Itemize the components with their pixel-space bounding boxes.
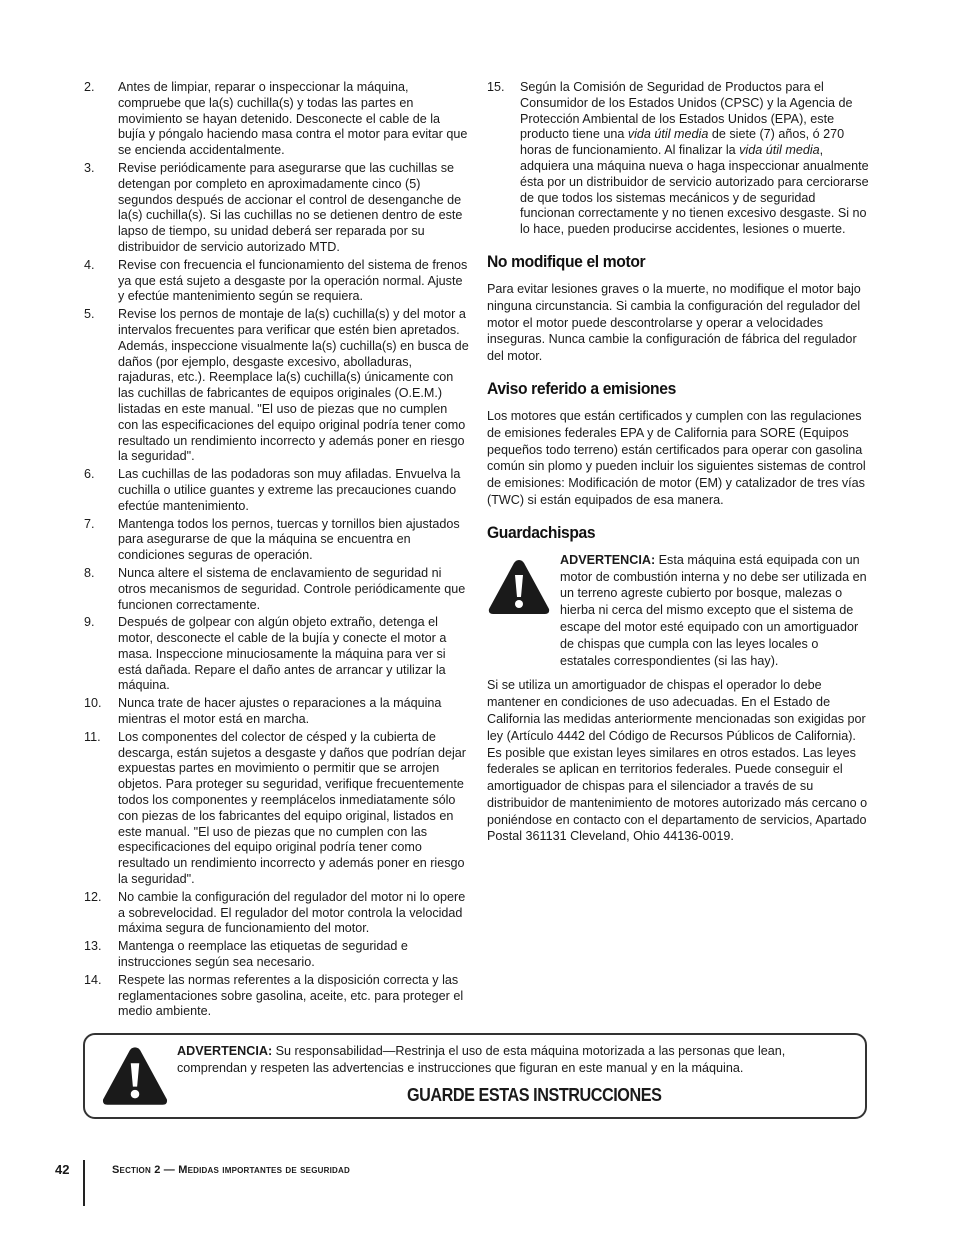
- spark-arrester-warning: [487, 552, 872, 670]
- item-text: Respete las normas referentes a la disposición correcta y las reglamentaciones sobre gasolina, aceite, etc. para proteger el medio ambiente.: [118, 972, 464, 1019]
- item-number: 8.: [84, 565, 95, 580]
- item-text: Nunca trate de hacer ajustes o reparaciones a la máquina mientras el motor está en marcha.: [118, 696, 442, 727]
- item-number: 13.: [84, 939, 102, 954]
- list-item: [84, 696, 469, 728]
- left-column: [84, 80, 469, 1022]
- list-item: [84, 467, 469, 514]
- list-item: [84, 258, 469, 305]
- list-item: [84, 307, 469, 465]
- spark-arrester-text: Si se utiliza un amortiguador de chispas el operador lo debe mantener en condiciones de uso adecuadas. En el Estado de California las medidas anteriormente mencionadas son exigidas por ley (Artículo 4442 del Código de Recursos Públicos de California). Es posible que existan leyes similares en otros estados. Las leyes federales se aplican en territorios federales. Puede conseguir el amortiguador de chispas para el silenciador a través de su distribuidor de mantenimiento de motores autorizado más cercano o poniéndose en contacto con el departamento de servicios, Apartado Postal 361131 Cleveland, Ohio 44136-0019.: [487, 678, 868, 844]
- list-item: [84, 973, 469, 1020]
- list-item: [84, 615, 469, 694]
- motor-text: Para evitar lesiones graves o la muerte, no modifique el motor bajo ninguna circunstancia. Si cambia la configuración del regulador del motor el motor puede descontrolarse y operar a velocidades inseguras. Nunca cambie la configuración de fábrica del regulador del motor.: [487, 281, 861, 364]
- section-title: Section 2 — Medidas importantes de seguridad: [112, 1164, 350, 1176]
- list-item: [84, 890, 469, 937]
- emissions-heading: Aviso referido a emisiones: [487, 378, 676, 398]
- item-text: Revise los pernos de montaje de la(s) cuchilla(s) y del motor a intervalos frecuentes para verificar que estén bien apretados. Además, inspeccione visualmente la(s) cuchilla(s) en busca de daños (por ejemplo, desgaste excesivo, abolladuras, rajaduras, etc.). Reemplace la(s) cuchilla(s) únicamente con las cuchillas de fabricantes de equipos originales (O.E.M.) listadas en este manual. "El uso de piezas que no cumplen con las especificaciones del equipo original podría tener como resultado un rendimiento incorrecto y además poner en riesgo la seguridad".: [118, 307, 469, 464]
- list-item: [84, 566, 469, 613]
- item-number: 15.: [487, 80, 505, 94]
- item-text: Después de golpear con algún objeto extraño, detenga el motor, desconecte el cable de la bujía y conecte el motor a masa. Inspeccione minuciosamente la máquina para ver si está dañada. Repare el daño antes de arrancar y utilizar la máquina.: [118, 615, 447, 693]
- item-number: 7.: [84, 516, 95, 531]
- list-item: [84, 939, 469, 971]
- warning-triangle-icon: [487, 558, 551, 616]
- page-number: 42: [55, 1162, 70, 1177]
- list-item: [84, 517, 469, 564]
- item-text: Según la Comisión de Seguridad de Productos para el Consumidor de los Estados Unidos (CPSC) y la Agencia de Protección Ambiental de los Estados Unidos (EPA), este producto tiene una vida útil media de siete (7) años, ó 270 horas de funcionamiento. Al finalizar la vida útil media, adquiera una máquina nueva o haga inspeccionar anualmente ésta por un distribuidor de servicio autorizado para cerciorarse de que todos los sistemas mecánicos y de seguridad funcionan correctamente y no tienen excesivo desgaste. Si no lo hace, pueden producirse accidentes, lesiones o muerte.: [520, 80, 869, 237]
- item-text: Revise con frecuencia el funcionamiento del sistema de frenos ya que está sujeto a desgaste por la operación normal. Ajuste y efectúe mantenimiento según se requiera.: [118, 257, 468, 304]
- item-text: Mantenga todos los pernos, tuercas y tornillos bien ajustados para asegurarse de que la máquina se encuentra en condiciones seguras de operación.: [118, 516, 460, 563]
- item-number: 14.: [84, 972, 102, 987]
- bottom-warning-text: ADVERTENCIA: Su responsabilidad—Restrinja el uso de esta máquina motorizada a las personas que lean, comprendan y respeten las advertencias e instrucciones que figuran en este manual y en la máquina.: [177, 1044, 786, 1075]
- motor-heading: No modifique el motor: [487, 251, 646, 271]
- list-item: [84, 161, 469, 256]
- item-number: 5.: [84, 307, 95, 322]
- item-text: Antes de limpiar, reparar o inspeccionar la máquina, compruebe que la(s) cuchilla(s) y todas las partes en movimiento se hayan detenido. Desconecte el cable de la bujía y póngalo haciendo masa contra el motor para evitar que se encienda accidentalmente.: [118, 80, 468, 158]
- item-number: 12.: [84, 889, 102, 904]
- item-text: Los componentes del colector de césped y la cubierta de descarga, están sujetos a desgaste y daños que podrían dejar expuestas partes en movimiento o permitir que se arrojen objetos. Para proteger su seguridad, verifique frecuentemente todos los componentes y reemplácelos inmediatamente sólo con piezas de los fabricantes del equipo original, listados en este manual. "El uso de piezas que no cumplen con las especificaciones del equipo original podría tener como resultado un rendimiento incorrecto y además poner en riesgo la seguridad".: [118, 729, 466, 887]
- item-number: 10.: [84, 696, 102, 711]
- item-text: Nunca altere el sistema de enclavamiento de seguridad ni otros mecanismos de seguridad. Controle periódicamente que funcionen correctamente.: [118, 565, 466, 612]
- right-column: [487, 80, 872, 845]
- item-text: Mantenga o reemplace las etiquetas de seguridad e instrucciones según sea necesario.: [118, 939, 408, 970]
- item-number: 3.: [84, 160, 95, 175]
- list-item: [84, 80, 469, 159]
- bottom-warning-box: [83, 1033, 867, 1119]
- item-number: 2.: [84, 80, 95, 94]
- item-number: 4.: [84, 257, 95, 272]
- item-number: 6.: [84, 467, 95, 482]
- item-text: Las cuchillas de las podadoras son muy afiladas. Envuelva la cuchilla o utilice guantes y extreme las precauciones cuando efectúe mantenimiento.: [118, 467, 461, 513]
- item-text: No cambie la configuración del regulador del motor ni lo opere a sobrevelocidad. El regulador del motor controla la velocidad máxima segura de funcionamiento del motor.: [118, 889, 466, 936]
- emissions-text: Los motores que están certificados y cumplen con las regulaciones de emisiones federales EPA y de California para SORE (Equipos pequeños todo terreno) están certificados para operar con gasolina común sin plomo y pueden incluir los siguientes sistemas de control de emisiones: Modificación de motor (EM) y catalizador de tres vías (TWC) si están equipados de esa manera.: [487, 408, 866, 507]
- spark-arrester-heading: Guardachispas: [487, 522, 596, 542]
- footer-divider: [83, 1160, 85, 1206]
- save-instructions-title: GUARDE ESTAS INSTRUCCIONES: [407, 1085, 662, 1105]
- spark-warning-text: ADVERTENCIA: Esta máquina está equipada con un motor de combustión interna y no debe ser utilizada en un terreno agreste cubierto por bosque, malezas o hierba ni cerca del mismo excepto que el sistema de escape del motor esté equipado con un amortiguador de chispas que cumpla con las leyes locales o estatales correspondientes (si las hay).: [560, 552, 867, 668]
- warning-triangle-icon: [101, 1045, 169, 1107]
- item-number: 9.: [84, 615, 95, 630]
- item-number: 11.: [84, 729, 101, 744]
- list-item: [84, 730, 469, 888]
- list-item-15: [487, 80, 872, 238]
- item-text: Revise periódicamente para asegurarse que las cuchillas se detengan por completo en aproximadamente cinco (5) segundos después de accionar el control de desenganche de la(s) cuchilla(s). Si las cuchillas no se detienen dentro de este lapso de tiempo, su unidad deberá ser reparada por su distribuidor de servicio autorizado MTD.: [118, 160, 463, 254]
